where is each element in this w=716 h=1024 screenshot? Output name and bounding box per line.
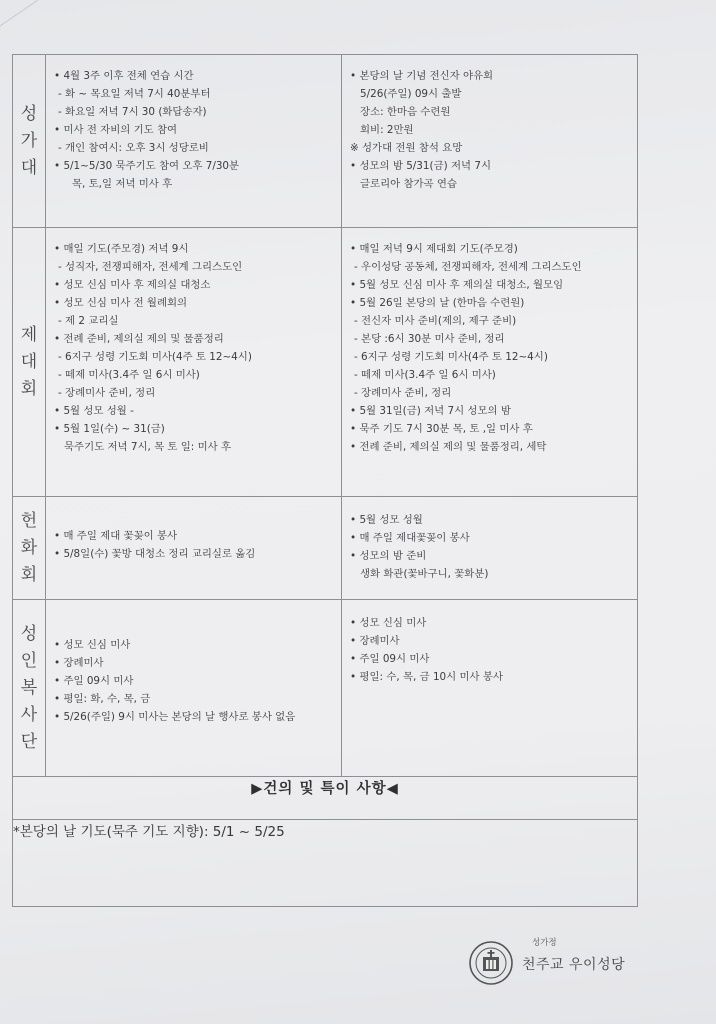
parish-seal-icon: [468, 940, 514, 986]
notes-header-row: [13, 777, 638, 820]
list-item: - 화요일 저녁 7시 30 (화답송자): [58, 106, 207, 118]
list-item: - 개인 참여시: 오후 3시 성당로비: [58, 142, 209, 154]
list-item: - 장례미사 준비, 정리: [354, 387, 452, 399]
page-fold-line: [0, 0, 50, 30]
list-item: • 5월 26일 본당의 날 (한마음 수련원): [350, 294, 633, 312]
list-item: • 전례 준비, 제의실 제의 및 물품정리: [54, 330, 337, 348]
list-item: • 성모 신심 미사 전 월례회의: [54, 294, 337, 312]
list-item: • 5월 31일(금) 저녁 7시 성모의 밤: [350, 402, 633, 420]
section-label-char: 화: [20, 537, 38, 558]
list-item: • 본당의 날 기념 전신자 야유회: [350, 67, 633, 85]
list-item: 회비: 2만원: [360, 124, 414, 136]
altar-right-cell: [342, 228, 638, 497]
list-item: • 평일: 화, 수, 목, 금: [54, 690, 337, 708]
list-item: - 화 ~ 목요일 저녁 7시 40분부터: [58, 88, 211, 100]
list-item: • 5월 성모 신심 미사 후 제의실 대청소, 월모임: [350, 276, 633, 294]
list-item: • 주일 09시 미사: [54, 672, 337, 690]
list-item: - 성직자, 전쟁피해자, 전세계 그리스도인: [58, 261, 243, 273]
list-item: • 묵주 기도 7시 30분 목, 토 ,일 미사 후: [350, 420, 633, 438]
section-label-char: 제: [20, 324, 38, 345]
section-label-char: 성: [20, 103, 38, 124]
notes-body: *본당의 날 기도(묵주 기도 지향): 5/1 ~ 5/25: [13, 820, 638, 907]
notes-body-row: [13, 820, 638, 907]
list-item: • 5/1~5/30 묵주기도 참여 오후 7/30분: [54, 157, 337, 175]
list-item: • 성모 신심 미사 후 제의실 대청소: [54, 276, 337, 294]
list-item: • 성모의 밤 준비: [350, 547, 633, 565]
list-item: • 5/8일(수) 꽃방 대청소 정리 교리실로 옮김: [54, 545, 337, 563]
org-subtitle: 성가정: [532, 938, 557, 948]
schedule-table: [12, 54, 638, 907]
row-flower: [13, 497, 638, 600]
list-item: ※ 성가대 전원 참석 요망: [350, 142, 463, 154]
list-item: 글로리아 참가곡 연습: [360, 178, 457, 190]
section-label-flower: [13, 497, 46, 600]
list-item: • 5월 1일(수) ~ 31(금): [54, 420, 337, 438]
list-item: • 평일: 수, 목, 금 10시 미사 봉사: [350, 668, 633, 686]
section-label-char: 가: [20, 130, 38, 151]
section-label-char: 사: [20, 704, 38, 725]
list-item: - 떼제 미사(3.4주 일 6시 미사): [354, 369, 496, 381]
list-item: 묵주기도 저녁 7시, 목 토 일: 미사 후: [64, 441, 232, 453]
list-item: 목, 토,일 저녁 미사 후: [72, 178, 173, 190]
list-item: - 본당 :6시 30분 미사 준비, 정리: [354, 333, 505, 345]
list-item: • 매일 기도(주모경) 저녁 9시: [54, 240, 337, 258]
section-label-char: 인: [20, 650, 38, 671]
flower-right-cell: [342, 497, 638, 600]
list-item: • 매 주일 제대꽃꽂이 봉사: [350, 529, 633, 547]
list-item: - 장례미사 준비, 정리: [58, 387, 156, 399]
section-label-char: 성: [20, 623, 38, 644]
row-server: [13, 600, 638, 777]
list-item: • 전례 준비, 제의실 제의 및 물품정리, 세탁: [350, 438, 633, 456]
list-item: • 매일 저녁 9시 제대회 기도(주모경): [350, 240, 633, 258]
section-label-char: 회: [20, 378, 38, 399]
list-item: 장소: 한마음 수련원: [360, 106, 451, 118]
list-item: - 제 2 교리실: [58, 315, 119, 327]
list-item: • 장례미사: [54, 654, 337, 672]
list-item: • 5/26(주일) 9시 미사는 본당의 날 행사로 봉사 없음: [54, 708, 337, 726]
org-name: 천주교 우이성당: [522, 957, 626, 973]
list-item: • 미사 전 자비의 기도 참여: [54, 121, 337, 139]
server-left-cell: [46, 600, 342, 777]
list-item: - 6지구 성령 기도회 미사(4주 토 12~4시): [354, 351, 548, 363]
section-label-char: 대: [20, 351, 38, 372]
list-item: • 4월 3주 이후 전체 연습 시간: [54, 67, 337, 85]
row-altar: [13, 228, 638, 497]
section-label-altar: [13, 228, 46, 497]
server-right-cell: [342, 600, 638, 777]
section-label-char: 단: [20, 731, 38, 752]
list-item: • 5월 성모 성월: [350, 511, 633, 529]
list-item: 생화 화관(꽃바구니, 꽃화분): [360, 568, 489, 580]
section-label-server: [13, 600, 46, 777]
section-label-char: 회: [20, 564, 38, 585]
section-label-choir: [13, 55, 46, 228]
row-choir: [13, 55, 638, 228]
section-label-char: 복: [20, 677, 38, 698]
list-item: • 성모 신심 미사: [350, 614, 633, 632]
list-item: • 성모 신심 미사: [54, 636, 337, 654]
altar-left-cell: [46, 228, 342, 497]
section-label-char: 헌: [20, 510, 38, 531]
list-item: - 전신자 미사 준비(제의, 제구 준비): [354, 315, 517, 327]
list-item: - 우이성당 공동체, 전쟁피해자, 전세계 그리스도인: [354, 261, 582, 273]
section-label-char: 대: [20, 157, 38, 178]
list-item: - 6지구 성령 기도회 미사(4주 토 12~4시): [58, 351, 252, 363]
flower-left-cell: [46, 497, 342, 600]
footer-signature: [468, 936, 668, 986]
choir-right-cell: [342, 55, 638, 228]
list-item: • 매 주일 제대 꽃꽂이 봉사: [54, 527, 337, 545]
list-item: 5/26(주일) 09시 출발: [360, 88, 462, 100]
list-item: • 주일 09시 미사: [350, 650, 633, 668]
choir-left-cell: [46, 55, 342, 228]
list-item: • 성모의 밤 5/31(금) 저녁 7시: [350, 157, 633, 175]
list-item: • 5월 성모 성월 -: [54, 402, 337, 420]
list-item: • 장례미사: [350, 632, 633, 650]
list-item: - 떼제 미사(3.4주 일 6시 미사): [58, 369, 200, 381]
notes-header: ▶건의 및 특이 사항◀: [13, 777, 638, 820]
